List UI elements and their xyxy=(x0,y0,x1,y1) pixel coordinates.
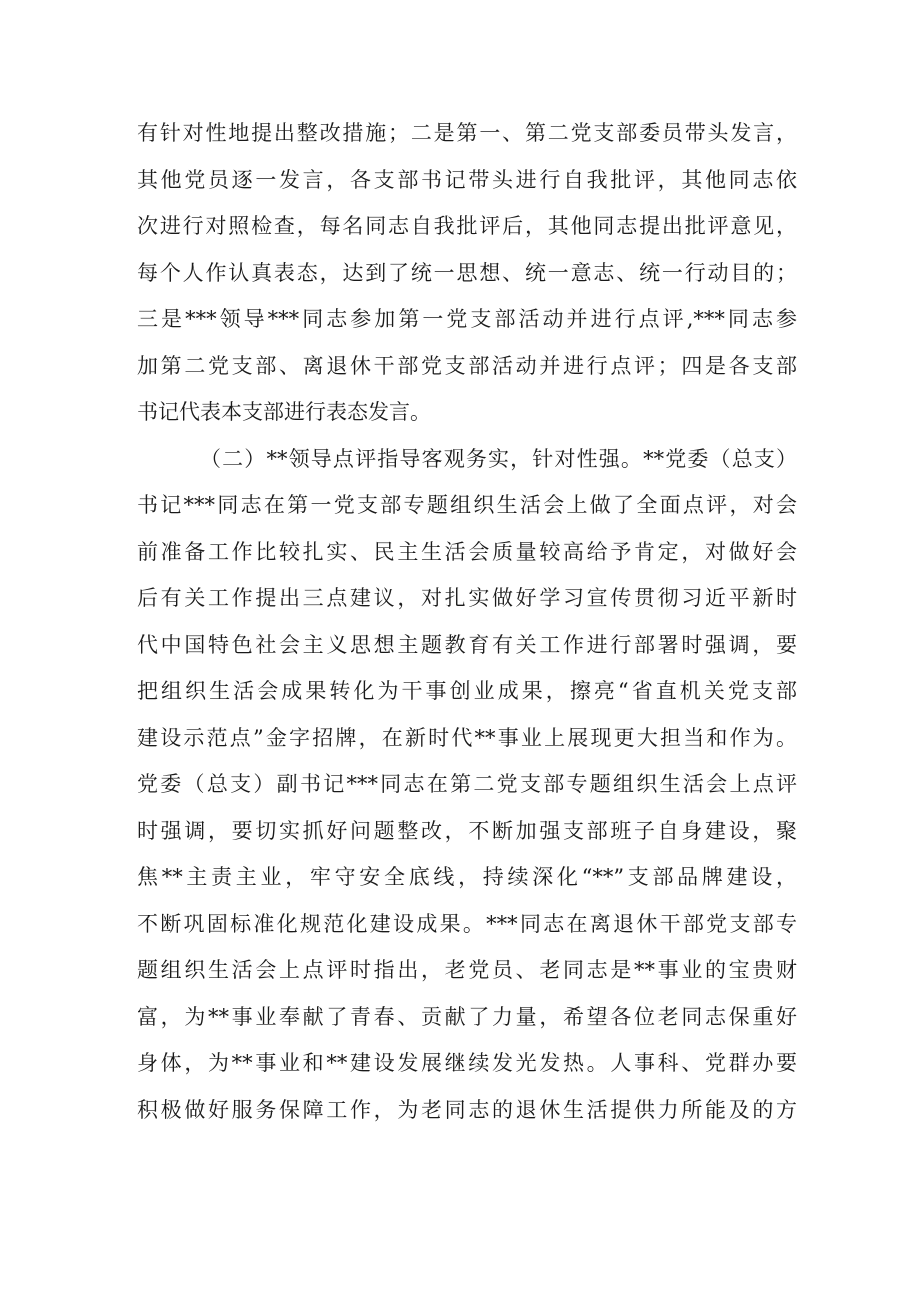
text-line: 不断巩固标准化规范化建设成果。***同志在离退休干部党支部专 xyxy=(137,911,797,936)
text-line: 书记***同志在第一党支部专题组织生活会上做了全面点评，对会 xyxy=(137,493,797,517)
text-line: 其他党员逐一发言，各支部书记带头进行自我批评，其他同志依 xyxy=(137,167,797,192)
text-line: 富，为**事业奉献了青春、贡献了力量，希望各位老同志保重好 xyxy=(137,1004,797,1029)
text-line: 建设示范点”金字招牌，在新时代**事业上展现更大担当和作为。 xyxy=(137,725,797,750)
text-line: 焦**主责主业，牢守安全底线，持续深化“**”支部品牌建设， xyxy=(137,865,797,889)
body-text xyxy=(137,110,797,1133)
paragraph-end-line: 书记代表本支部进行表态发言。 xyxy=(137,400,431,424)
text-line: 三是***领导***同志参加第一党支部活动并进行点评,***同志参 xyxy=(137,307,797,331)
text-line: 身体，为**事业和**建设发展继续发光发热。人事科、党群办要 xyxy=(137,1051,797,1075)
text-line: 加第二党支部、离退休干部党支部活动并进行点评；四是各支部 xyxy=(137,353,797,378)
text-line: 次进行对照检查，每名同志自我批评后，其他同志提出批评意见， xyxy=(137,214,797,238)
text-line: 把组织生活会成果转化为干事创业成果，擦亮“省直机关党支部 xyxy=(137,679,797,703)
text-line: 代中国特色社会主义思想主题教育有关工作进行部署时强调，要 xyxy=(137,632,797,657)
text-line: 时强调，要切实抓好问题整改，不断加强支部班子自身建设，聚 xyxy=(137,818,797,843)
text-line: 党委（总支）副书记***同志在第二党支部专题组织生活会上点评 xyxy=(137,772,797,796)
text-line: 后有关工作提出三点建议，对扎实做好学习宣传贯彻习近平新时 xyxy=(137,586,797,610)
text-line: 前准备工作比较扎实、民主生活会质量较高给予肯定，对做好会 xyxy=(137,539,797,564)
text-line: 每个人作认真表态，达到了统一思想、统一意志、统一行动目的； xyxy=(137,260,797,285)
text-line: 有针对性地提出整改措施；二是第一、第二党支部委员带头发言， xyxy=(137,121,797,145)
text-line: 题组织生活会上点评时指出，老党员、老同志是**事业的宝贵财 xyxy=(137,958,797,982)
text-line: 积极做好服务保障工作，为老同志的退休生活提供力所能及的方 xyxy=(137,1097,797,1122)
section-heading-line: （二）**领导点评指导客观务实，针对性强。**党委（总支） xyxy=(200,446,797,471)
